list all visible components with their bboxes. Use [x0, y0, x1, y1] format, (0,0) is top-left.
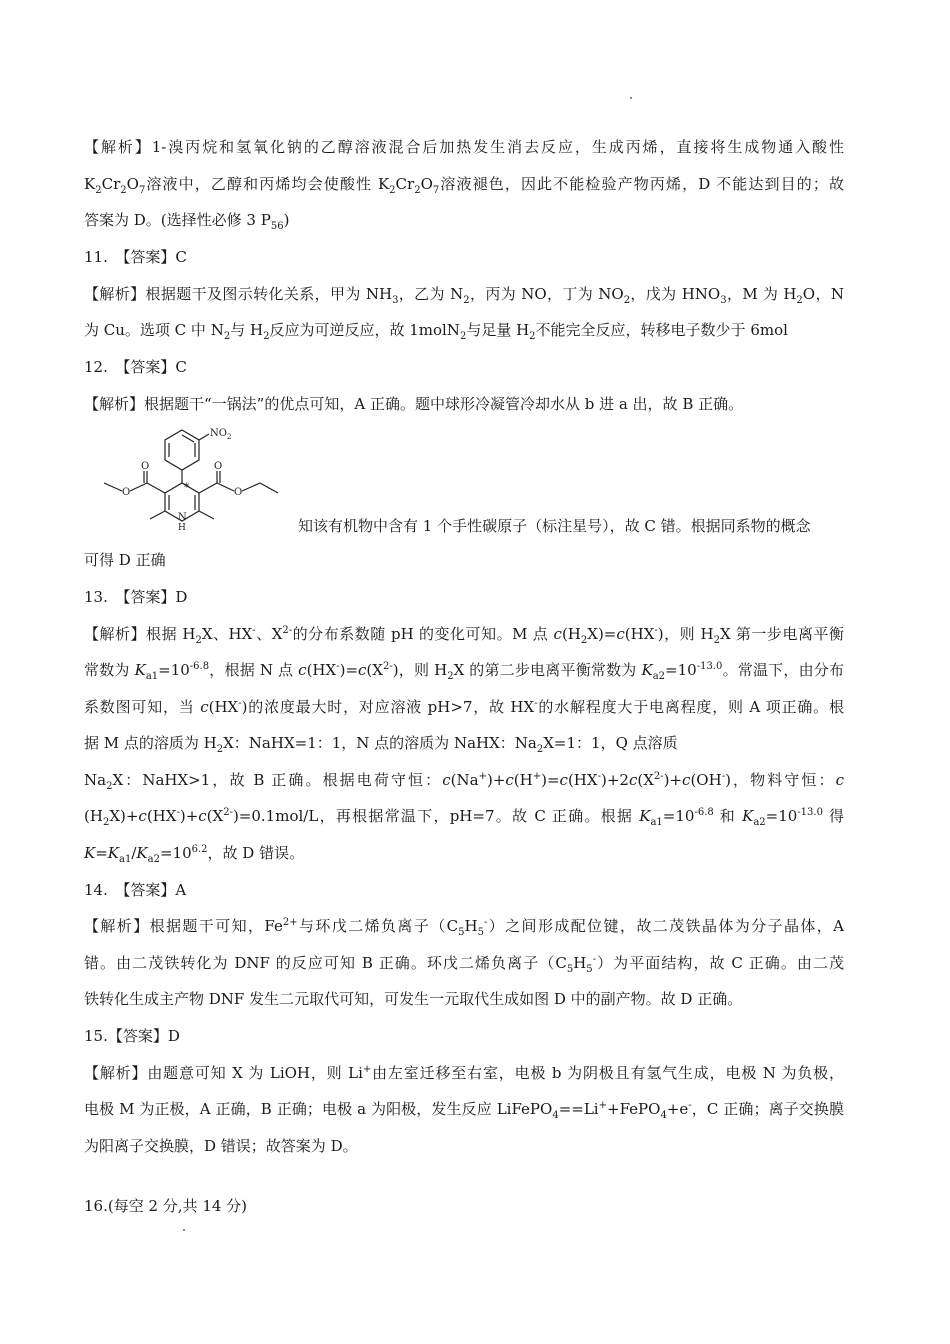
explanation-line: 常数为 $K_{a1}=10^{-6.8}$，根据 N 点 $c(HX^-)=c(X^{2-})$，则 $H_2X$ 的第二步电离平衡常数为 $K_{a2}=10^{-13.0}$。常温下，由分布 — [84, 661, 844, 682]
answer-line: 12. 【答案】C — [84, 358, 187, 376]
ethyl-bond — [242, 483, 260, 491]
explanation-line: $K_2Cr_2O_7$溶液中，乙醇和丙烯均会使酸性 $K_2Cr_2O_7$溶液褪色，因此不能检验产物丙烯，D 不能达到目的；故 — [84, 175, 844, 196]
scan-dot — [630, 97, 632, 99]
question-header: 16.(每空 2 分,共 14 分) — [84, 1197, 248, 1215]
explanation-line: 知该有机物中含有 1 个手性碳原子（标注星号），故 C 错。根据同系物的概念 — [298, 517, 811, 535]
methyl-bond — [104, 483, 122, 491]
explanation-line: 可得 D 正确 — [84, 551, 166, 569]
explanation-line: 【解析】1-溴丙烷和氢氧化钠的乙醇溶液混合后加热发生消去反应，生成丙烯，直接将生成物通入酸性 — [84, 138, 844, 156]
oxygen-label: O — [234, 487, 243, 498]
explanation-line: 【解析】根据 $H_2X$、HX-、$X^{2-}$的分布系数随 pH 的变化可知。M 点 $c(H_2X)=c(HX^-)$，则 $H_2X$ 第一步电离平衡 — [84, 625, 844, 646]
explanation-line: 为阳离子交换膜，D 错误；故答案为 D。 — [84, 1137, 358, 1155]
oxygen-label: O — [122, 487, 131, 498]
explanation-line: 系数图可知，当 c(HX-)的浓度最大时，对应溶液 pH>7，故 HX-的水解程度大于电离程度，则 A 项正确。根 — [84, 698, 844, 716]
explanation-line: $Na_2X$：NaHX>1，故 B 正确。根据电荷守恒：$c(Na^+)+c(H^+)=c(HX^-)+2c(X^{2-})+c(OH^-)$，物料守恒：c — [84, 771, 844, 792]
ester-bond — [147, 483, 165, 493]
explanation-line: 为 Cu。选项 C 中 $N_2$与 $H_2$反应为可逆反应，故 1molN$_2$与足量 $H_2$不能完全反应，转移电子数少于 6mol — [84, 321, 788, 342]
explanation-line: $K=K_{a1}/K_{a2}=10^{6.2}$，故 D 错误。 — [84, 844, 305, 865]
oxygen-label: O — [141, 461, 150, 472]
explanation-line: 铁转化生成主产物 DNF 发生二元取代可知，可发生一元取代生成如图 D 中的副产物。故 D 正确。 — [84, 990, 743, 1008]
ester-bond — [199, 483, 217, 493]
explanation-line: 【解析】根据题干及图示转化关系，甲为 $NH_3$，乙为 $N_2$，丙为 NO，丁为 $NO_2$，戊为 $HNO_3$，M 为 $H_2O$，N — [84, 285, 844, 306]
methyl-bond — [150, 511, 165, 519]
ester-bond — [130, 483, 147, 491]
explanation-line: 错。由二茂铁转化为 DNF 的反应可知 B 正确。环戊二烯负离子$(C_5H_5^-)$为平面结构，故 C 正确。由二茂 — [84, 954, 845, 975]
nitrogen-label: N — [178, 512, 187, 523]
hydrogen-label: H — [178, 523, 186, 533]
explanation-line: 电极 M 为正极，A 正确，B 正确；电极 a 为阳极，发生反应 LiFePO$_4$==Li++FePO$_4$+e-，C 正确；离子交换膜 — [84, 1100, 844, 1121]
answer-line: 14. 【答案】A — [84, 881, 187, 899]
answer-line: 13. 【答案】D — [84, 588, 188, 606]
explanation-line: 【解析】由题意可知 X 为 LiOH，则 Li+由左室迁移至右室，电极 b 为阴极且有氢气生成，电极 N 为负极， — [84, 1064, 844, 1082]
nitro-label: $NO_2$ — [210, 428, 232, 441]
ethyl-bond — [260, 483, 278, 493]
methyl-bond — [199, 511, 214, 519]
scan-dot — [183, 1229, 185, 1231]
answer-line: 11. 【答案】C — [84, 248, 187, 266]
nitro-bond — [199, 434, 209, 440]
ester-bond — [217, 483, 234, 491]
explanation-line: 【解析】根据题干可知，$Fe^{2+}$与环戊二烯负离子$(C_5H_5^-)$之间形成配位键，故二茂铁晶体为分子晶体，A — [84, 917, 844, 938]
explanation-line: 【解析】根据题干“一锅法”的优点可知，A 正确。题中球形冷凝管冷却水从 b 进 a 出，故 B 正确。 — [84, 395, 744, 413]
explanation-line: 答案为 D。(选择性必修 3 $P_{56}$) — [84, 211, 290, 232]
explanation-line: $(H_2X)+c(HX^-)+c(X^{2-})=0.1mol/L$，再根据常温下，pH=7。故 C 正确。根据 $K_{a1}=10^{-6.8}$ 和 $K_{a2}=10^{-13.0}$ 得 — [84, 807, 844, 828]
chiral-star: * — [184, 481, 190, 494]
oxygen-label: O — [214, 461, 223, 472]
answer-line: 15.【答案】D — [84, 1027, 180, 1045]
benzene-ring — [165, 430, 199, 470]
nifedipine-structure-diagram — [92, 427, 288, 533]
explanation-line: 据 M 点的溶质为 $H_2X$：NaHX=1：1，N 点的溶质为 NaHX：$Na_2X=1$：1，Q 点溶质 — [84, 734, 678, 755]
